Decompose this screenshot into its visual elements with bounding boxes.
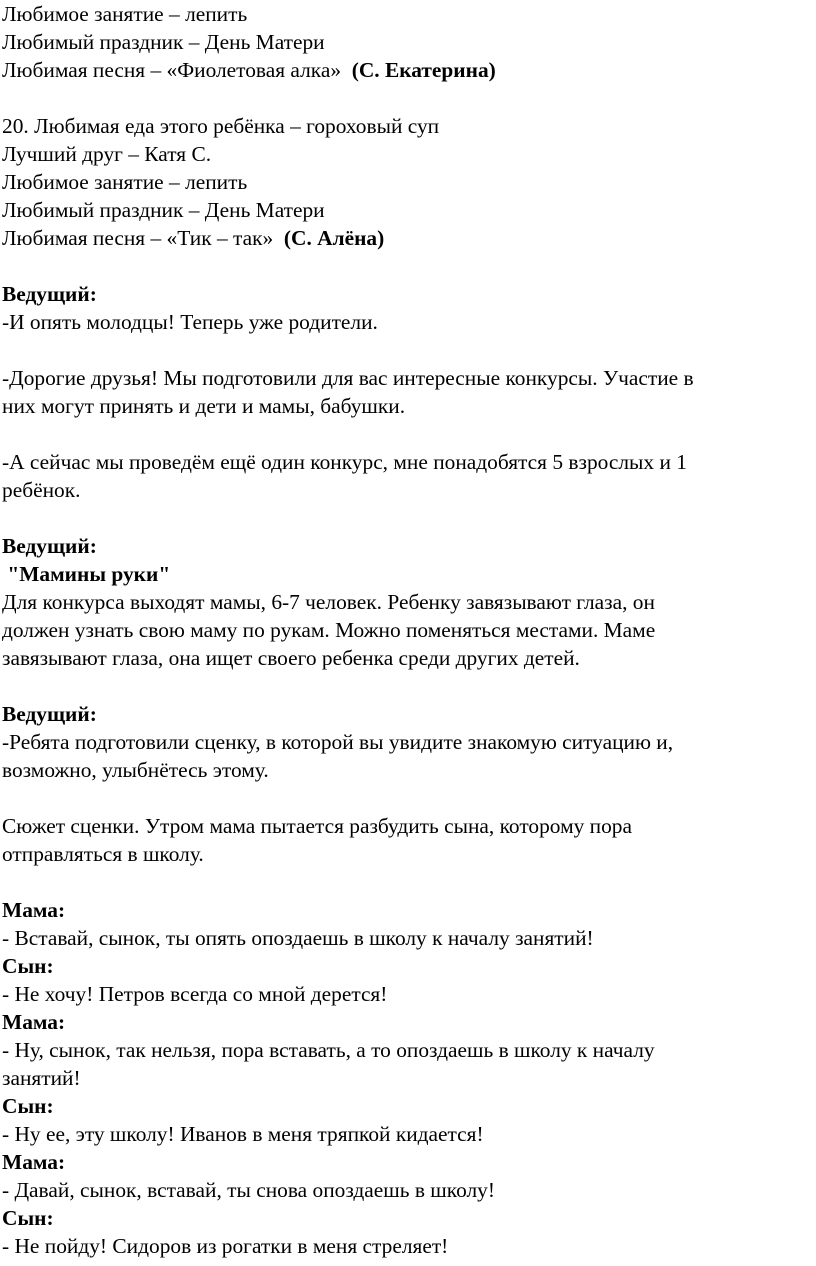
text-line: отправляться в школу.: [2, 842, 204, 866]
dialogue-line: - Ну ее, эту школу! Иванов в меня тряпкой кидается!: [2, 1122, 484, 1146]
dialogue-line: - Давай, сынок, вставай, ты снова опоздаешь в школу!: [2, 1178, 495, 1202]
document-page: [2, 0, 814, 1260]
text-line: -И опять молодцы! Теперь уже родители.: [2, 310, 378, 334]
blank-line: [2, 504, 814, 532]
speaker-label: Ведущий:: [2, 282, 97, 306]
child-name: (С. Алёна): [283, 226, 385, 250]
text-line: -Ребята подготовили сценку, в которой вы увидите знакомую ситуацию и,: [2, 730, 674, 754]
speaker-label: Ведущий:: [2, 702, 97, 726]
text-line: [2, 224, 814, 252]
dialogue-line: - Не хочу! Петров всегда со мной дерется!: [2, 982, 388, 1006]
blank-line: [2, 336, 814, 364]
text-line: Любимое занятие – лепить: [2, 2, 248, 26]
speaker-label: Мама:: [2, 1010, 66, 1034]
child-name: (С. Екатерина): [351, 58, 496, 82]
text-line: Любимое занятие – лепить: [2, 170, 248, 194]
dialogue-line: занятий!: [2, 1066, 81, 1090]
blank-line: [2, 672, 814, 700]
text-line: них могут принять и дети и мамы, бабушки.: [2, 394, 406, 418]
text-line: 20. Любимая еда этого ребёнка – гороховый суп: [2, 114, 440, 138]
text-line: завязывают глаза, она ищет своего ребенка среди других детей.: [2, 646, 580, 670]
text-line: [2, 56, 814, 84]
speaker-label: Ведущий:: [2, 534, 97, 558]
text-line: ребёнок.: [2, 478, 81, 502]
text-line: Любимый праздник – День Матери: [2, 30, 325, 54]
text-line: должен узнать свою маму по рукам. Можно поменяться местами. Маме: [2, 618, 656, 642]
speaker-label: Сын:: [2, 1094, 54, 1118]
dialogue-line: - Ну, сынок, так нельзя, пора вставать, а то опоздаешь в школу к началу: [2, 1038, 655, 1062]
text-line: -А сейчас мы проведём ещё один конкурс, мне понадобятся 5 взрослых и 1: [2, 450, 687, 474]
text-line: Сюжет сценки. Утром мама пытается разбудить сына, которому пора: [2, 814, 632, 838]
blank-line: [2, 784, 814, 812]
speaker-label: Сын:: [2, 954, 54, 978]
text-line: Для конкурса выходят мамы, 6-7 человек. Ребенку завязывают глаза, он: [2, 590, 655, 614]
text-line: Любимый праздник – День Матери: [2, 198, 325, 222]
blank-line: [2, 252, 814, 280]
blank-line: [2, 868, 814, 896]
text-line: -Дорогие друзья! Мы подготовили для вас интересные конкурсы. Участие в: [2, 366, 694, 390]
song-text: Любимая песня – «Тик – так»: [2, 226, 284, 250]
speaker-label: Сын:: [2, 1206, 54, 1230]
speaker-label: Мама:: [2, 1150, 66, 1174]
song-text: Любимая песня – «Фиолетовая алка»: [2, 58, 352, 82]
dialogue-line: - Не пойду! Сидоров из рогатки в меня стреляет!: [2, 1234, 449, 1258]
speaker-label: Мама:: [2, 898, 66, 922]
text-line: возможно, улыбнётесь этому.: [2, 758, 269, 782]
blank-line: [2, 84, 814, 112]
text-line: Лучший друг – Катя С.: [2, 142, 212, 166]
dialogue-line: - Вставай, сынок, ты опять опоздаешь в школу к началу занятий!: [2, 926, 594, 950]
blank-line: [2, 420, 814, 448]
contest-title: "Мамины руки": [2, 562, 171, 586]
